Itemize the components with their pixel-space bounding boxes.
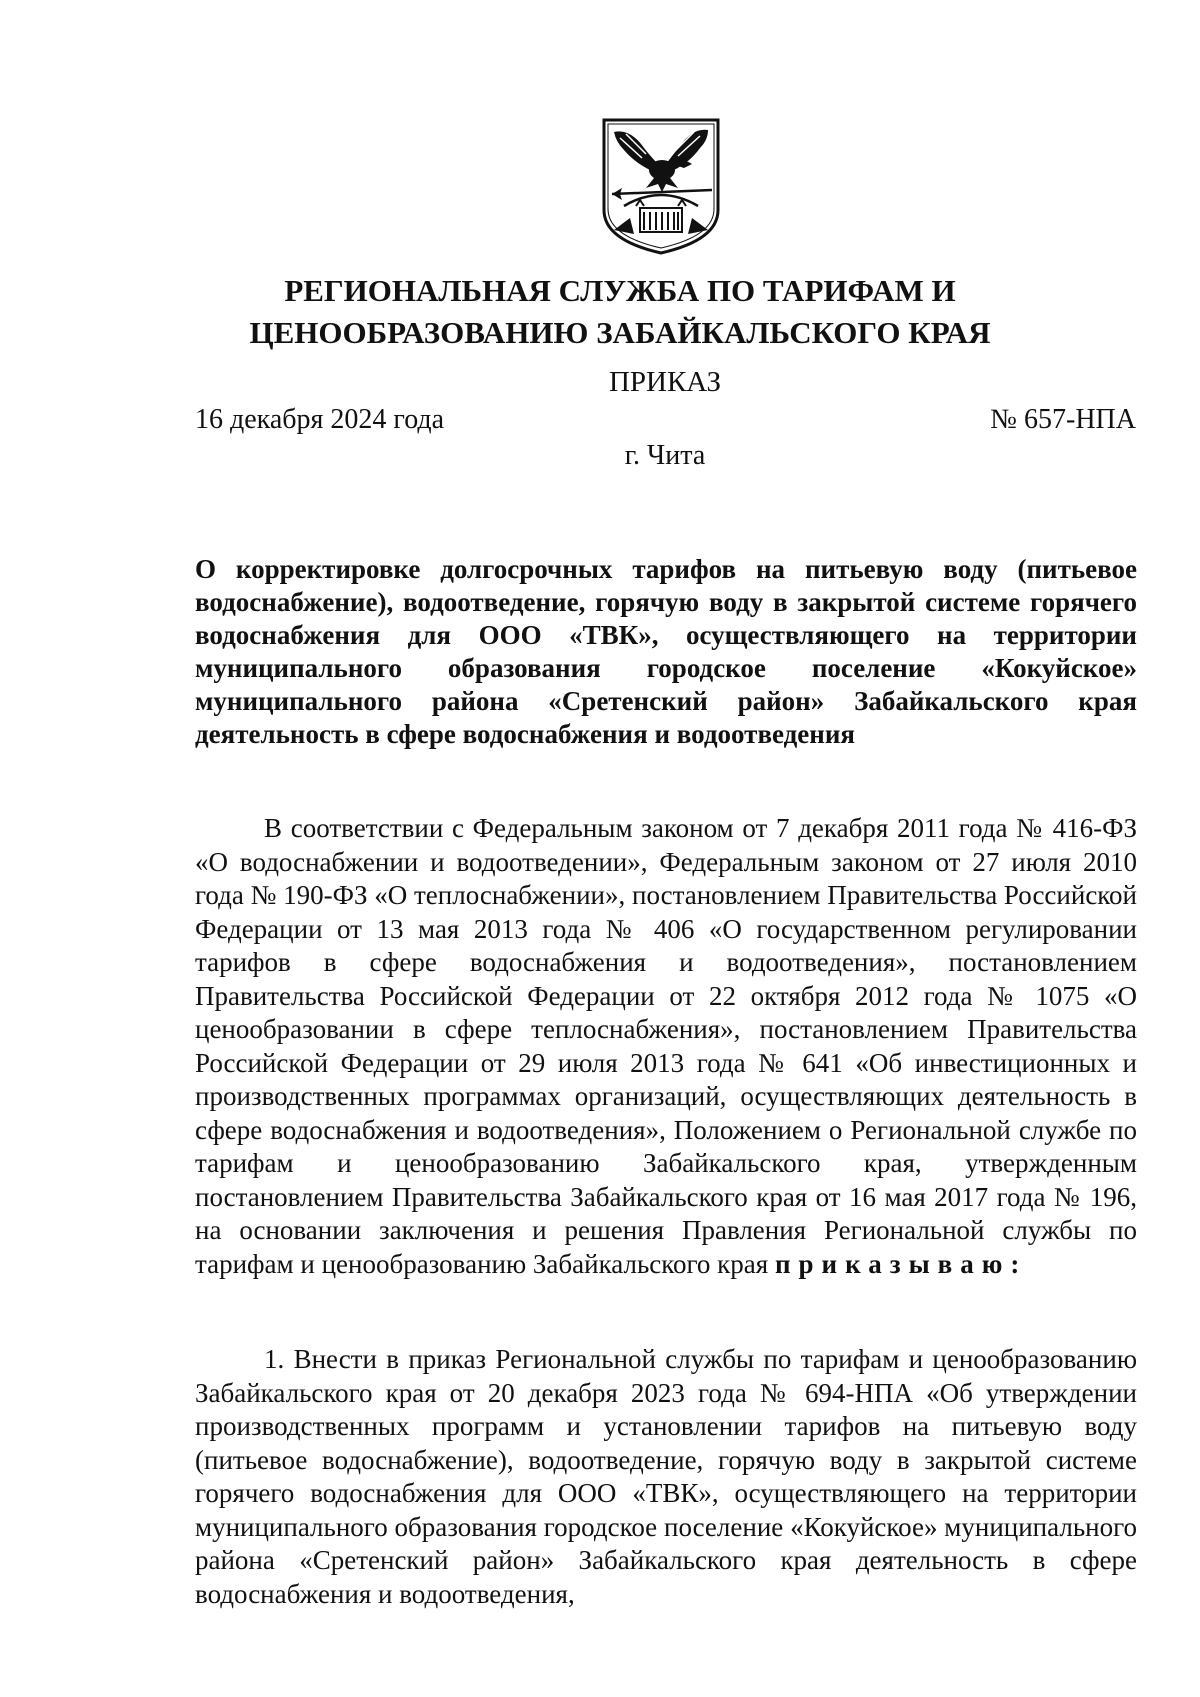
organization-title <box>180 270 1060 354</box>
order-subject: О корректировке долгосрочных тарифов на питьевую воду (питьевое водоснабжение), водоотведение, горячую воду в закрытой системе горячего водоснабжения для ООО «ТВК», осуществляющего на территории муниципального образования городское поселение «Кокуйское» муниципального района «Сретенский район» Забайкальского края деятельность в сфере водоснабжения и водоотведения <box>195 554 1137 749</box>
item-1-paragraph: 1. Внести в приказ Региональной службы по тарифам и ценообразованию Забайкальского края от 20 декабря 2023 года № 694-НПА «Об утверждении производственных программ и установлении тарифов на питьевую воду (питьевое водоснабжение), водоотведение, горячую воду в закрытой системе горячего водоснабжения для ООО «ТВК», осуществляющего на территории муниципального образования городское поселение «Кокуйское» муниципального района «Сретенский район» Забайкальского края деятельность в сфере водоснабжения и водоотведения, <box>195 1344 1137 1609</box>
preamble-paragraph <box>195 812 1137 1281</box>
document-number: № 657-НПА <box>990 404 1136 435</box>
document-type: ПРИКАЗ <box>608 366 722 398</box>
order-word: приказываю: <box>774 1248 1028 1279</box>
organization-title-line2: ЦЕНООБРАЗОВАНИЮ ЗАБАЙКАЛЬСКОГО КРАЯ <box>249 315 991 350</box>
coat-of-arms-emblem <box>600 114 722 256</box>
organization-title-line1: РЕГИОНАЛЬНАЯ СЛУЖБА ПО ТАРИФАМ И <box>284 273 956 308</box>
document-city: г. Чита <box>624 440 706 471</box>
preamble-text: В соответствии с Федеральным законом от 7 декабря 2011 года № 416-ФЗ «О водоснабжении и водоотведении», Федеральным законом от 27 июля 2010 года № 190-ФЗ «О теплоснабжении», постановлением Правительства Российской Федерации от 13 мая 2013 года № 406 «О государственном регулировании тарифов в сфере водоснабжения и водоотведения», постановлением Правительства Российской Федерации от 22 октября 2012 года № 1075 «О ценообразовании в сфере теплоснабжения», постановлением Правительства Российской Федерации от 29 июля 2013 года № 641 «Об инвестиционных и производственных программах организаций, осуществляющих деятельность в сфере водоснабжения и водоотведения», Положением о Региональной службе по тарифам и ценообразованию Забайкальского края, утвержденным постановлением Правительства Забайкальского края от 16 мая 2017 года № 196, на основании заключения и решения Правления Региональной службы по тарифам и ценообразованию Забайкальского края <box>195 813 1137 1279</box>
document-date: 16 декабря 2024 года <box>195 404 445 435</box>
